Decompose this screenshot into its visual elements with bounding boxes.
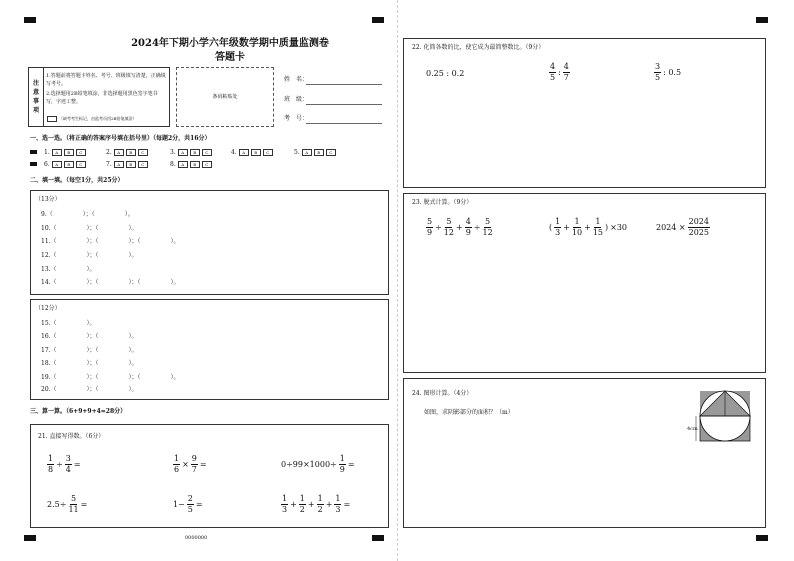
section1-row <box>30 161 370 169</box>
fill-blanks: （ ）；（ ）。 <box>46 211 134 218</box>
id-label: 考 号： <box>284 115 309 122</box>
option-b[interactable]: B <box>190 161 200 168</box>
mc-question <box>106 149 148 156</box>
fill-num: 18. <box>41 360 51 367</box>
row-marker <box>30 150 37 154</box>
option-a[interactable]: A <box>52 149 62 156</box>
option-b[interactable]: B <box>126 149 136 156</box>
fraction: $\frac{5}{11}$ <box>68 494 79 514</box>
option-a[interactable]: A <box>178 161 188 168</box>
fraction: $\frac{2024}{2025}$ <box>688 217 709 237</box>
fraction: $\frac{1}{6}$ <box>174 454 180 474</box>
q24-prompt: 如图，求阴影部分的面积？（m） <box>424 409 514 416</box>
q23-title: 23. 脱式计算。（9分） <box>412 199 473 206</box>
fill-num: 10. <box>41 225 51 232</box>
equals-sign: = <box>347 460 355 469</box>
fill-row[interactable] <box>41 321 96 327</box>
q24-box <box>403 378 766 528</box>
fraction: $\frac{1}{2}$ <box>317 494 323 514</box>
fill-blanks: （ ）。 <box>50 320 96 327</box>
notice-item: 2.选择题用2B铅笔填涂，非选择题用黑色签字笔书写，字迹工整。 <box>46 91 158 105</box>
equals-sign: = <box>195 500 203 509</box>
option-a[interactable]: A <box>52 161 62 168</box>
fill-blanks: （ ）；（ ）。 <box>50 347 138 354</box>
option-c[interactable]: C <box>202 161 212 168</box>
option-a[interactable]: A <box>302 149 312 156</box>
option-c[interactable]: C <box>263 149 273 156</box>
q24-title: 24. 图形计算。（4分） <box>412 390 473 397</box>
registration-mark <box>756 17 768 23</box>
mc-question <box>44 149 86 156</box>
registration-mark <box>372 17 384 23</box>
fill-blanks: （ ）；（ ）。 <box>50 360 138 367</box>
fill-num: 9. <box>41 211 47 218</box>
q23-expr-1[interactable]: $\frac{5}{9}$ ÷ $\frac{5}{12}$ + $\frac{4}{9}$ ÷ $\frac{5}{12}$ <box>427 217 493 237</box>
fraction: $\frac{4}{5}$ <box>550 62 556 82</box>
option-b[interactable]: B <box>64 161 74 168</box>
q23-expr-3[interactable] <box>656 218 710 237</box>
fill-num: 17. <box>41 347 51 354</box>
q21-title: 21. 直接写得数。（6分） <box>38 433 105 440</box>
page-subtitle: 答题卡 <box>215 52 245 63</box>
fill-blanks: （ ）。 <box>50 266 96 273</box>
fill-num: 12. <box>41 252 51 259</box>
multiplicand: 2024 × <box>656 223 686 232</box>
fill-row[interactable] <box>41 226 138 232</box>
fill-row[interactable] <box>41 348 138 354</box>
option-b[interactable]: B <box>314 149 324 156</box>
fill-num: 13. <box>41 266 51 273</box>
row-marker <box>30 162 37 166</box>
option-b[interactable]: B <box>126 161 136 168</box>
mc-question <box>170 161 212 168</box>
fill-row[interactable] <box>41 334 138 340</box>
fraction: $\frac{3}{4}$ <box>65 454 71 474</box>
fraction: $\frac{2}{5}$ <box>187 494 193 514</box>
equals-sign: = <box>199 460 207 469</box>
option-c[interactable]: C <box>326 149 336 156</box>
equals-sign: = <box>80 500 88 509</box>
fill-blanks: （ ）；（ ）；（ ）。 <box>50 279 180 286</box>
barcode-label: 条码粘贴处 <box>212 93 238 100</box>
option-c[interactable]: C <box>138 149 148 156</box>
option-a[interactable]: A <box>114 161 124 168</box>
mc-num: 8. <box>170 161 176 168</box>
fraction: $\frac{1}{9}$ <box>339 454 345 474</box>
mc-question <box>294 149 336 156</box>
q21-expr-6[interactable]: $\frac{1}{3}$ + $\frac{1}{2}$ + $\frac{1}{2}$ + $\frac{1}{3}$ = <box>282 494 351 514</box>
section2-title: 二、填一填。（每空1分，共25分） <box>30 177 124 184</box>
q24-dimension: 4cm <box>687 426 698 432</box>
missing-exam-box[interactable] <box>47 116 57 122</box>
fill-row[interactable] <box>41 239 180 245</box>
fill-num: 19. <box>41 374 51 381</box>
q22-ratio-3[interactable]: $\frac{3}{5}$ : 0.5 <box>655 62 682 82</box>
q21-expr-3[interactable]: 0÷99×1000÷ $\frac{1}{9}$ = <box>281 454 355 474</box>
mc-num: 5. <box>294 149 300 156</box>
fill-blanks: （ ）；（ ）；（ ）。 <box>50 374 180 381</box>
fill-num: 16. <box>41 333 51 340</box>
q21-expr-2[interactable]: $\frac{1}{6}$ × $\frac{9}{7}$ = <box>174 454 207 474</box>
fraction: $\frac{5}{12}$ <box>482 217 493 237</box>
fill-box-2 <box>30 299 389 400</box>
box-score: （12分） <box>35 305 61 312</box>
class-label: 班 级： <box>284 96 309 103</box>
notice-box <box>28 67 170 127</box>
q21-expr-1[interactable]: $\frac{1}{8}$ ÷ $\frac{3}{4}$ = <box>48 454 81 474</box>
option-a[interactable]: A <box>178 149 188 156</box>
q23-expr-2[interactable]: ( $\frac{1}{3}$ + $\frac{1}{10}$ + $\frac{1}{15}$ ) ×30 <box>549 217 628 237</box>
option-a[interactable]: A <box>239 149 249 156</box>
fraction: $\frac{1}{15}$ <box>592 217 603 237</box>
fraction: $\frac{5}{12}$ <box>443 217 454 237</box>
fill-blanks: （ ）；（ ）；（ ）。 <box>50 238 180 245</box>
page-code: 0000000 <box>185 535 208 541</box>
option-b[interactable]: B <box>190 149 200 156</box>
option-c[interactable]: C <box>76 149 86 156</box>
section1-row <box>30 149 370 157</box>
mc-question <box>106 161 148 168</box>
fill-row[interactable] <box>41 375 180 381</box>
fill-row[interactable] <box>41 361 138 367</box>
fraction: $\frac{9}{7}$ <box>191 454 197 474</box>
box-score: （13分） <box>35 196 61 203</box>
notice-char: 意 <box>32 88 39 96</box>
option-c[interactable]: C <box>202 149 212 156</box>
fraction: $\frac{1}{10}$ <box>571 217 583 237</box>
q22-title: 22. 化简各数的比，使它成为最简整数比。（9分） <box>412 44 545 51</box>
fraction: $\frac{4}{9}$ <box>465 217 471 237</box>
section3-title: 三、算一算。（6+9+9+4=28分） <box>30 408 127 415</box>
fraction: $\frac{1}{3}$ <box>335 494 341 514</box>
page-title: 2024年下期小学六年级数学期中质量监测卷 <box>131 38 329 49</box>
equals-sign: = <box>343 500 351 509</box>
q24-figure <box>687 387 754 447</box>
option-c[interactable]: C <box>138 161 148 168</box>
id-field[interactable] <box>306 123 382 124</box>
class-field[interactable] <box>306 104 382 105</box>
mc-num: 2. <box>106 149 112 156</box>
fill-row[interactable] <box>41 212 134 218</box>
mc-num: 3. <box>170 149 176 156</box>
mc-question <box>170 149 212 156</box>
notice-char: 注 <box>32 79 39 87</box>
fill-box-1 <box>30 190 389 295</box>
fill-row[interactable] <box>41 387 138 393</box>
mc-question <box>231 149 273 156</box>
notice-item: 1.答题前将答题卡姓名、考号、班级填写清楚，正确填写考号。 <box>46 73 166 87</box>
fraction: $\frac{4}{7}$ <box>563 62 569 82</box>
registration-mark <box>756 535 768 541</box>
q22-ratio-2[interactable]: $\frac{4}{5}$ : $\frac{4}{7}$ <box>550 62 569 82</box>
fill-blanks: （ ）；（ ）。 <box>50 252 138 259</box>
option-c[interactable]: C <box>76 161 86 168</box>
fraction: $\frac{5}{9}$ <box>427 217 433 237</box>
registration-mark <box>24 535 36 541</box>
option-b[interactable]: B <box>251 149 261 156</box>
mc-num: 1. <box>44 149 50 156</box>
fill-blanks: （ ）；（ ）。 <box>50 333 138 340</box>
mc-num: 6. <box>44 161 50 168</box>
fill-row[interactable] <box>41 267 96 273</box>
mc-num: 4. <box>231 149 237 156</box>
registration-mark <box>24 17 36 23</box>
fraction: $\frac{1}{3}$ <box>555 217 561 237</box>
fraction: $\frac{3}{5}$ <box>655 62 661 82</box>
q21-expr-4[interactable]: 2.5÷ $\frac{5}{11}$ = <box>47 494 88 514</box>
mc-num: 7. <box>106 161 112 168</box>
notice-char: 项 <box>32 106 39 114</box>
circle-figure-icon <box>694 387 754 447</box>
q22-box <box>403 38 766 188</box>
name-label: 姓 名： <box>284 76 309 83</box>
fill-blanks: （ ）；（ ）。 <box>50 386 138 393</box>
option-b[interactable]: B <box>64 149 74 156</box>
fraction: $\frac{1}{2}$ <box>299 494 305 514</box>
fraction: $\frac{1}{8}$ <box>48 454 54 474</box>
mc-question <box>44 161 86 168</box>
notice-legend: （缺考考生标记，由监考员用2B铅笔填涂） <box>59 116 137 121</box>
name-field[interactable] <box>306 84 382 85</box>
q23-box <box>403 193 766 373</box>
q21-box <box>30 424 389 528</box>
multiplier: ×30 <box>610 223 628 232</box>
fill-num: 20. <box>41 386 51 393</box>
fill-row[interactable] <box>41 280 180 286</box>
equals-sign: = <box>73 460 81 469</box>
fold-line <box>397 0 398 561</box>
section1-title: 一、选一选。（将正确的答案序号填在括号里）（每题2分，共16分） <box>30 135 211 142</box>
registration-mark <box>372 535 384 541</box>
q21-expr-5[interactable]: 1− $\frac{2}{5}$ = <box>173 494 203 514</box>
fill-num: 15. <box>41 320 51 327</box>
fill-blanks: （ ）；（ ）。 <box>50 225 138 232</box>
option-a[interactable]: A <box>114 149 124 156</box>
q22-ratio-1[interactable]: 0.25 : 0.2 <box>426 69 465 78</box>
fill-num: 11. <box>41 238 51 245</box>
notice-label <box>29 68 44 126</box>
notice-char: 事 <box>32 97 39 105</box>
fraction: $\frac{1}{3}$ <box>282 494 288 514</box>
barcode-area <box>176 67 274 127</box>
fill-row[interactable] <box>41 253 138 259</box>
fill-num: 14. <box>41 279 51 286</box>
